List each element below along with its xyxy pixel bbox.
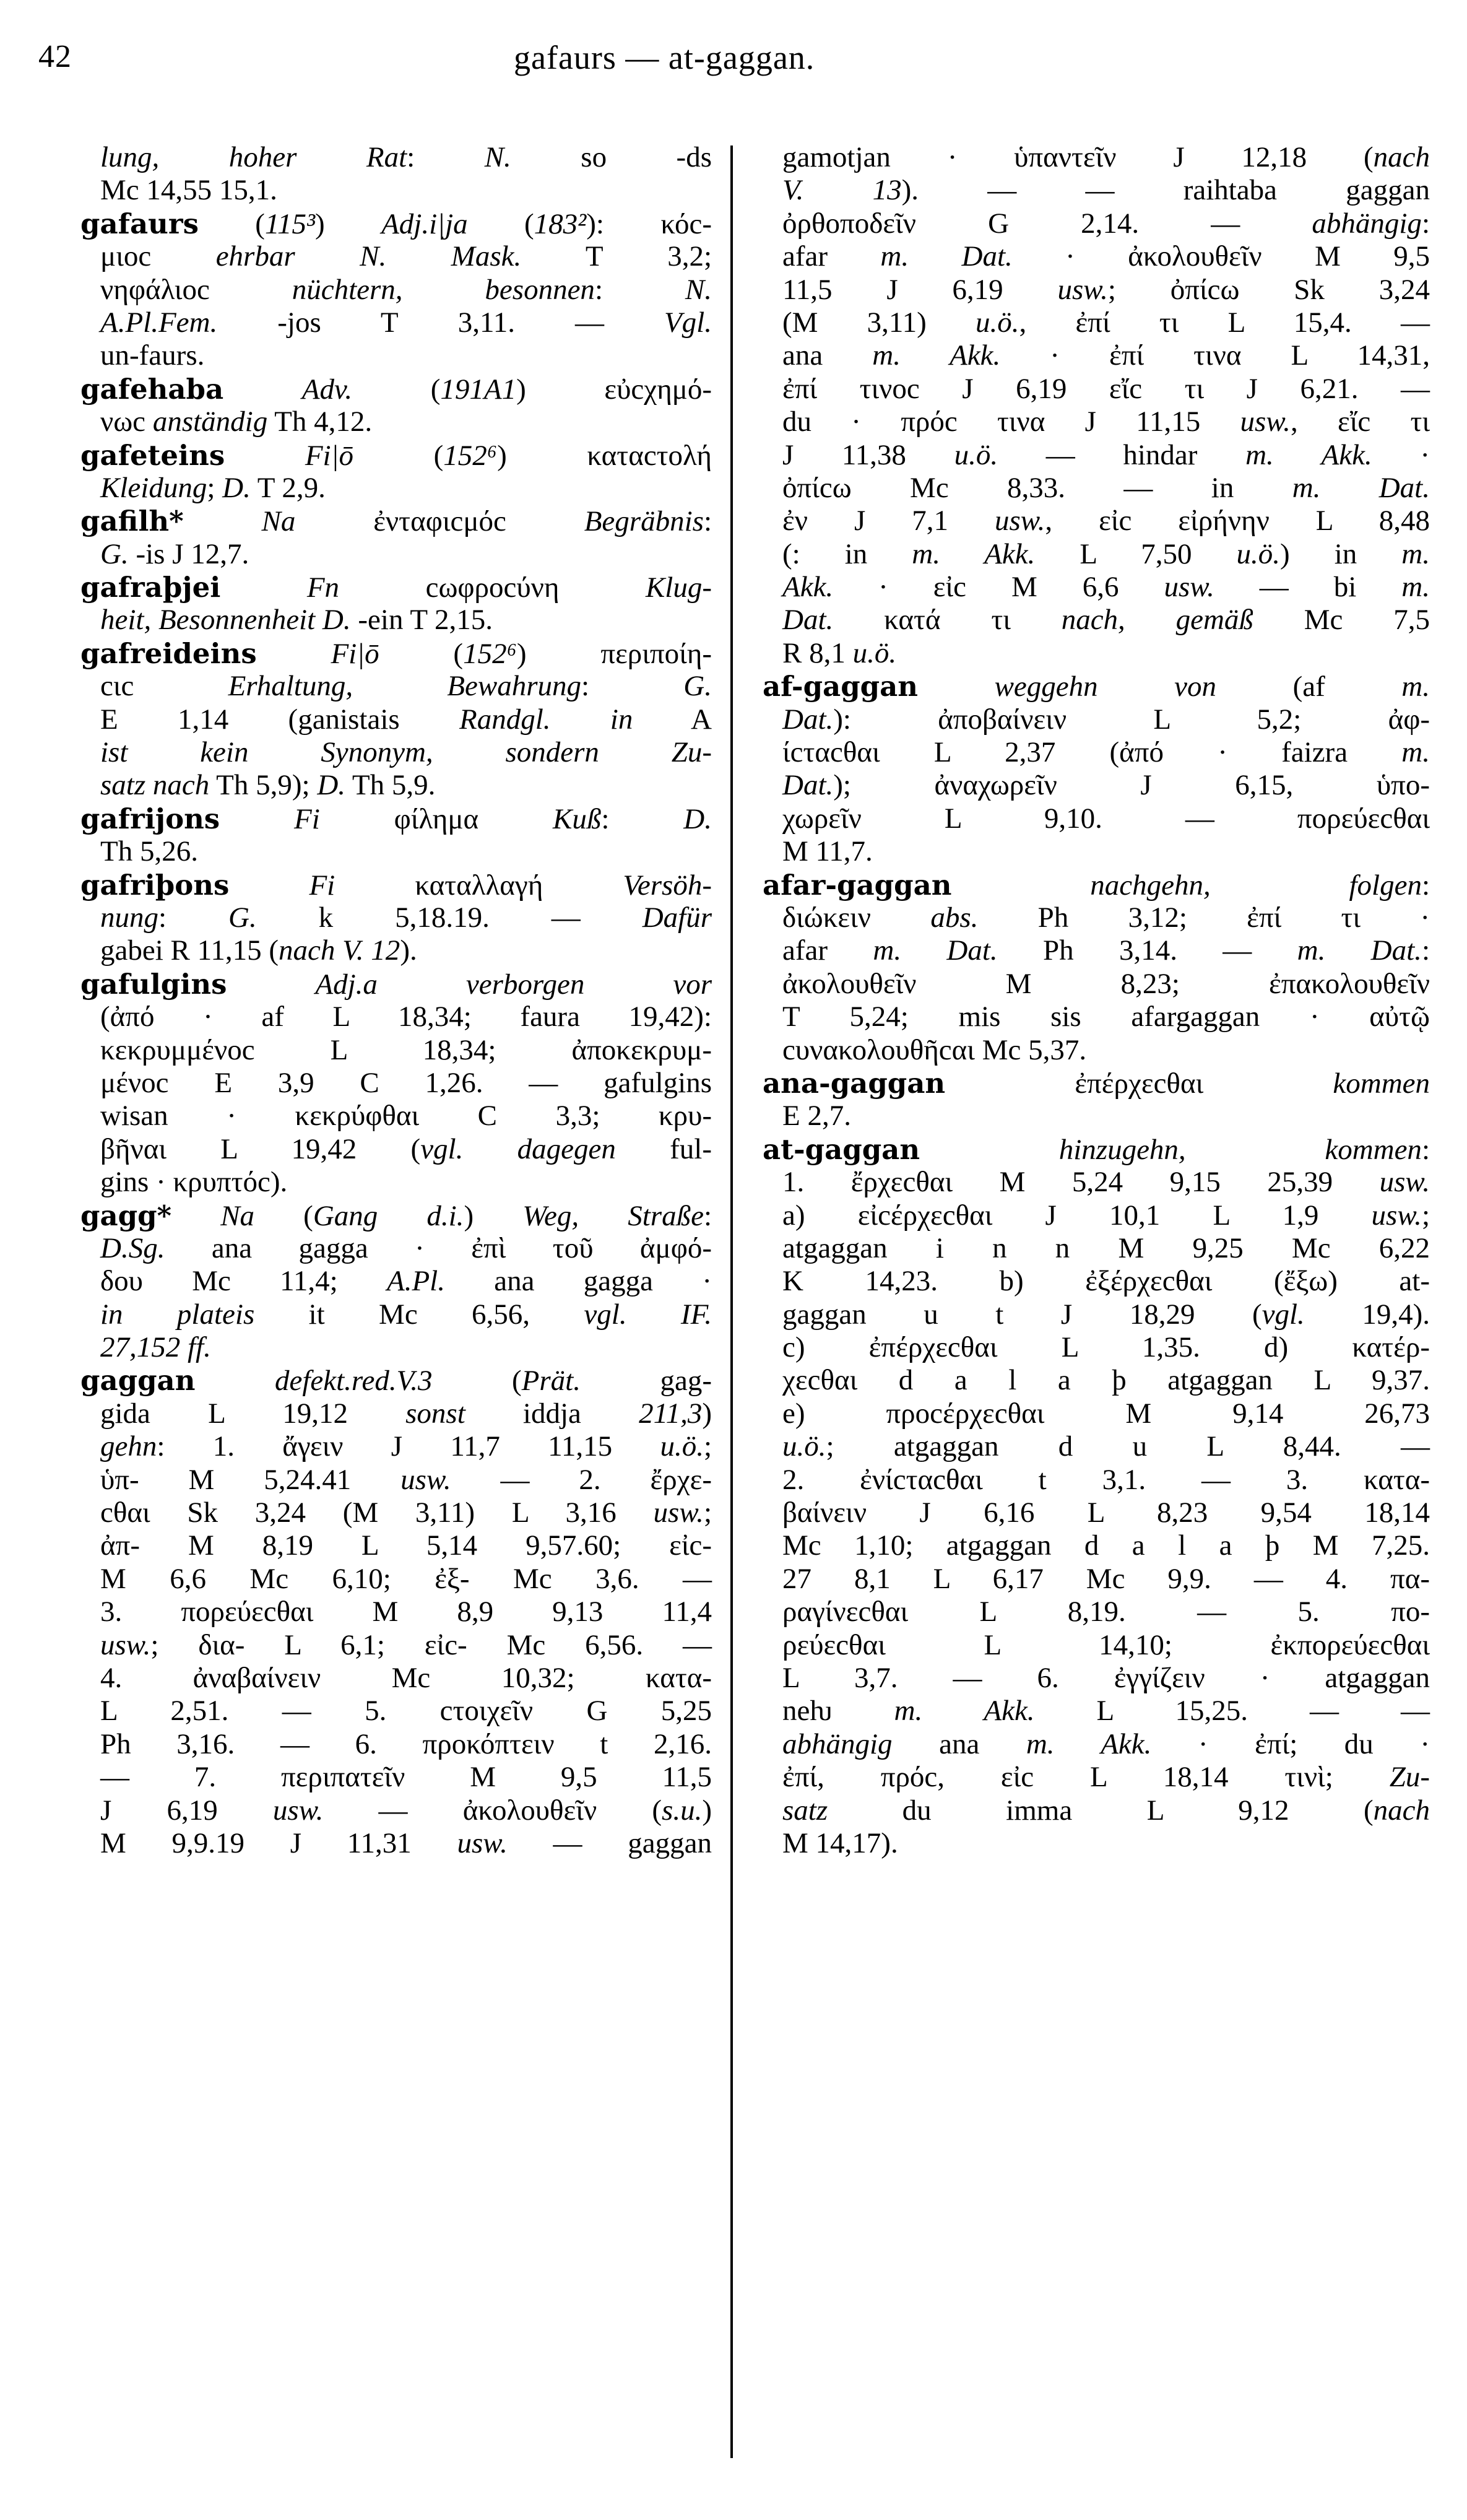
headword: gafrijons (80, 802, 220, 835)
entry-text-line: c) ἐπέρχεcθαι L 1,35. d) κατέρ- (782, 1331, 1430, 1364)
entry-text-line: cιc Erhaltung, Bewahrung: G. (100, 670, 712, 703)
entry-headword-line: gafrijons Fi φίλημα Kuß: D. (80, 802, 712, 835)
entry-text-line: in plateis it Mc 6,56, vgl. IF. (100, 1298, 712, 1331)
entry-text-line: abhängig ana m. Akk. · ἐπί; du · (782, 1727, 1430, 1760)
entry-text-line: 27,152 ff. (100, 1331, 211, 1364)
entry-text-line: G. -is J 12,7. (100, 537, 249, 570)
entry-headword-line: gaggan defekt.red.V.3 (Prät. gag- (80, 1364, 712, 1397)
entry-text-line: nung: G. k 5,18.19. — Dafür (100, 901, 712, 934)
entry-text-line: gaggan u t J 18,29 (vgl. 19,4). (782, 1298, 1430, 1331)
entry-text-line: gida L 19,12 sonst iddja 211,3) (100, 1397, 712, 1430)
entry-text-line: Akk. · εἰc M 6,6 usw. — bi m. (782, 571, 1430, 604)
entry-text-line: ἀκολουθεῖν M 8,23; ἐπακολουθεῖν (782, 967, 1430, 1000)
entry-text-line: wisan · κεκρύφθαι C 3,3; κρυ- (100, 1100, 712, 1132)
entry-text-line: lung, hoher Rat: N. so -ds (100, 141, 712, 173)
entry-text-line: E 1,14 (ganistais Randgl. in A (100, 703, 712, 736)
entry-text-line: satz du imma L 9,12 (nach (782, 1794, 1430, 1827)
headword: gafehaba (80, 372, 224, 406)
entry-text-line: 27 8,1 L 6,17 Mc 9,9. — 4. πα- (782, 1562, 1430, 1595)
entry-text-line: gamotjan · ὑπαντεῖν J 12,18 (nach (782, 141, 1430, 173)
headword: gafilh* (80, 505, 184, 538)
headword: gafreideins (80, 637, 257, 670)
entry-text-line: ἐπί, πρόc, εἰc L 18,14 τινὶ; Zu- (782, 1761, 1430, 1794)
entry-text-line: ἐπί τινοc J 6,19 εἴc τι J 6,21. — (782, 372, 1430, 405)
entry-text-line: (: in m. Akk. L 7,50 u.ö.) in m. (782, 537, 1430, 570)
entry-text-line: βαίνειν J 6,16 L 8,23 9,54 18,14 (782, 1497, 1430, 1529)
entry-text-line: cθαι Sk 3,24 (M 3,11) L 3,16 usw.; (100, 1497, 712, 1529)
entry-text-line: Th 5,26. (100, 835, 198, 868)
entry-headword-line: at-gaggan hinzugehn, kommen: (763, 1132, 1430, 1166)
entry-text-line: K 14,23. b) ἐξέρχεcθαι (ἔξω) at- (782, 1265, 1430, 1298)
entry-text-line: satz nach Th 5,9); D. Th 5,9. (100, 769, 436, 802)
entry-text-line: Ph 3,16. — 6. προκόπτειν t 2,16. (100, 1727, 712, 1760)
entry-text-line: δου Mc 11,4; A.Pl. ana gagga · (100, 1265, 712, 1298)
headword: gafulgins (80, 967, 227, 1001)
entry-text-line: (ἀπό · af L 18,34; faura 19,42): (100, 1001, 712, 1033)
entry-text-line: J 11,38 u.ö. — hindar m. Akk. · (782, 438, 1430, 471)
entry-text-line: M 11,7. (782, 835, 873, 868)
entry-text-line: ίcταcθαι L 2,37 (ἀπό · faizra m. (782, 736, 1430, 769)
entry-text-line: νηφάλιοc nüchtern, besonnen: N. (100, 273, 712, 306)
entry-text-line: ραγίνεcθαι L 8,19. — 5. πο- (782, 1596, 1430, 1628)
entry-text-line: ρεύεcθαι L 14,10; ἐκπορεύεcθαι (782, 1628, 1430, 1661)
entry-headword-line: gafilh* Na ἐνταφιcμόc Begräbnis: (80, 505, 712, 538)
entry-text-line: ὑπ- M 5,24.41 usw. — 2. ἔρχε- (100, 1463, 712, 1496)
entry-text-line: νωc anständig Th 4,12. (100, 406, 373, 438)
entry-text-line: βῆναι L 19,42 (vgl. dagegen ful- (100, 1132, 712, 1165)
entry-text-line: gabei R 11,15 (nach V. 12). (100, 934, 417, 967)
entry-text-line: χεcθαι d a l a þ atgaggan L 9,37. (782, 1364, 1430, 1397)
entry-text-line: διώκειν abs. Ph 3,12; ἐπί τι · (782, 901, 1430, 934)
entry-text-line: ὀρθοποδεῖν G 2,14. — abhängig: (782, 207, 1430, 240)
page-header (0, 38, 1467, 88)
entry-headword-line: gafreideins Fi|ō (152⁶) περιποίη- (80, 637, 712, 670)
entry-text-line: afar m. Dat. · ἀκολουθεῖν M 9,5 (782, 240, 1430, 273)
entry-text-line: D.Sg. ana gagga · ἐπὶ τοῦ ἀμφό- (100, 1232, 712, 1264)
entry-text-line: Mc 14,55 15,1. (100, 174, 277, 207)
entry-text-line: Mc 1,10; atgaggan d a l a þ M 7,25. (782, 1529, 1430, 1562)
entry-text-line: usw.; δια- L 6,1; εἰc- Mc 6,56. — (100, 1628, 712, 1661)
entry-text-line: 2. ἐνίcταcθαι t 3,1. — 3. κατα- (782, 1463, 1430, 1496)
headword: gafriþons (80, 868, 230, 902)
left-column (80, 141, 712, 1860)
running-head: gafaurs — at-gaggan. (514, 39, 815, 76)
entry-text-line: 3. πορεύεcθαι M 8,9 9,13 11,4 (100, 1596, 712, 1628)
right-column (763, 141, 1430, 1860)
entry-text-line: A.Pl.Fem. -jos T 3,11. — Vgl. (100, 306, 712, 339)
headword: gafeteins (80, 438, 225, 472)
entry-text-line: afar m. Dat. Ph 3,14. — m. Dat.: (782, 934, 1430, 967)
entry-text-line: du · πρόc τινα J 11,15 usw., εἴc τι (782, 406, 1430, 438)
entry-text-line: χωρεῖν L 9,10. — πορεύεcθαι (782, 802, 1430, 835)
entry-text-line: gehn: 1. ἄγειν J 11,7 11,15 u.ö.; (100, 1430, 712, 1463)
headword: gaggan (80, 1364, 196, 1397)
entry-text-line: L 3,7. — 6. ἐγγίζειν · atgaggan (782, 1661, 1430, 1694)
entry-headword-line: gafraþjei Fn cωφροcύνη Klug- (80, 571, 712, 604)
entry-text-line: Dat.): ἀποβαίνειν L 5,2; ἀφ- (782, 703, 1430, 736)
entry-text-line: 11,5 J 6,19 usw.; ὀπίcω Sk 3,24 (782, 273, 1430, 306)
entry-text-line: Kleidung; D. T 2,9. (100, 471, 326, 504)
entry-text-line: Dat.); ἀναχωρεῖν J 6,15, ὑπο- (782, 769, 1430, 802)
entry-text-line: R 8,1 u.ö. (782, 637, 897, 669)
entry-text-line: T 5,24; mis sis afargaggan · αὐτῷ (782, 1001, 1430, 1033)
entry-text-line: μένοc E 3,9 C 1,26. — gafulgins (100, 1066, 712, 1099)
entry-text-line: ἀπ- M 8,19 L 5,14 9,57.60; εἰc- (100, 1529, 712, 1562)
entry-text-line: u.ö.; atgaggan d u L 8,44. — (782, 1430, 1430, 1463)
entry-text-line: ana m. Akk. · ἐπί τινα L 14,31, (782, 339, 1430, 372)
headword: at-gaggan (763, 1132, 920, 1166)
entry-text-line: κεκρυμμένοc L 18,34; ἀποκεκρυμ- (100, 1033, 712, 1066)
headword: gafaurs (80, 207, 199, 240)
entry-text-line: Dat. κατά τι nach, gemäß Mc 7,5 (782, 604, 1430, 637)
entry-text-line: 4. ἀναβαίνειν Mc 10,32; κατα- (100, 1661, 712, 1694)
entry-text-line: (M 3,11) u.ö., ἐπί τι L 15,4. — (782, 306, 1430, 339)
entry-text-line: L 2,51. — 5. cτοιχεῖν G 5,25 (100, 1695, 712, 1727)
headword: af-gaggan (763, 670, 919, 703)
entry-text-line: neƕ m. Akk. L 15,25. — — (782, 1695, 1430, 1727)
entry-headword-line: ana-gaggan ἐπέρχεcθαι kommen (763, 1066, 1430, 1100)
entry-headword-line: af-gaggan weggehn von (af m. (763, 670, 1430, 703)
page-number: 42 (38, 39, 72, 74)
entry-text-line: 1. ἔρχεcθαι M 5,24 9,15 25,39 usw. (782, 1166, 1430, 1199)
headword: afar-gaggan (763, 868, 952, 902)
entry-text-line: atgaggan i n n M 9,25 Mc 6,22 (782, 1232, 1430, 1264)
entry-headword-line: afar-gaggan nachgehn, folgen: (763, 868, 1430, 902)
entry-text-line: E 2,7. (782, 1100, 851, 1132)
entry-headword-line: gafehaba Adv. (191A1) εὐcχημό- (80, 372, 712, 406)
entry-text-line: J 6,19 usw. — ἀκολουθεῖν (s.u.) (100, 1794, 712, 1827)
headword: gagg* (80, 1199, 172, 1232)
entry-text-line: e) προcέρχεcθαι M 9,14 26,73 (782, 1397, 1430, 1430)
headword: gafraþjei (80, 571, 221, 604)
entry-text-line: — 7. περιπατεῖν M 9,5 11,5 (100, 1761, 712, 1794)
entry-text-line: ὀπίcω Mc 8,33. — in m. Dat. (782, 471, 1430, 504)
headword: ana-gaggan (763, 1066, 946, 1100)
entry-text-line: cυνακολουθῆcαι Mc 5,37. (782, 1033, 1087, 1066)
entry-headword-line: gafaurs (115³) Adj.i|ja (183²): κόc- (80, 207, 712, 240)
entry-headword-line: gagg* Na (Gang d.i.) Weg, Straße: (80, 1199, 712, 1232)
entry-text-line: a) εἰcέρχεcθαι J 10,1 L 1,9 usw.; (782, 1199, 1430, 1232)
entry-text-line: ist kein Synonym, sondern Zu- (100, 736, 712, 769)
entry-text-line: gins · κρυπτόc). (100, 1166, 288, 1199)
entry-headword-line: gafulgins Adj.a verborgen vor (80, 967, 712, 1001)
entry-headword-line: gafeteins Fi|ō (152⁶) καταcτολή (80, 438, 712, 472)
entry-text-line: un-faurs. (100, 339, 205, 372)
column-divider (730, 146, 733, 2458)
entry-text-line: heit, Besonnenheit D. -ein T 2,15. (100, 604, 493, 637)
entry-text-line: M 14,17). (782, 1827, 898, 1859)
entry-text-line: M 9,9.19 J 11,31 usw. — gaggan (100, 1827, 712, 1859)
entry-text-line: M 6,6 Mc 6,10; ἐξ- Mc 3,6. — (100, 1562, 712, 1595)
entry-text-line: ἐν J 7,1 usw., εἰc εἰρήνην L 8,48 (782, 505, 1430, 537)
entry-text-line: μιοc ehrbar N. Mask. T 3,2; (100, 240, 712, 273)
entry-headword-line: gafriþons Fi καταλλαγή Versöh- (80, 868, 712, 902)
entry-text-line: V. 13). — — raihtaba gaggan (782, 174, 1430, 207)
